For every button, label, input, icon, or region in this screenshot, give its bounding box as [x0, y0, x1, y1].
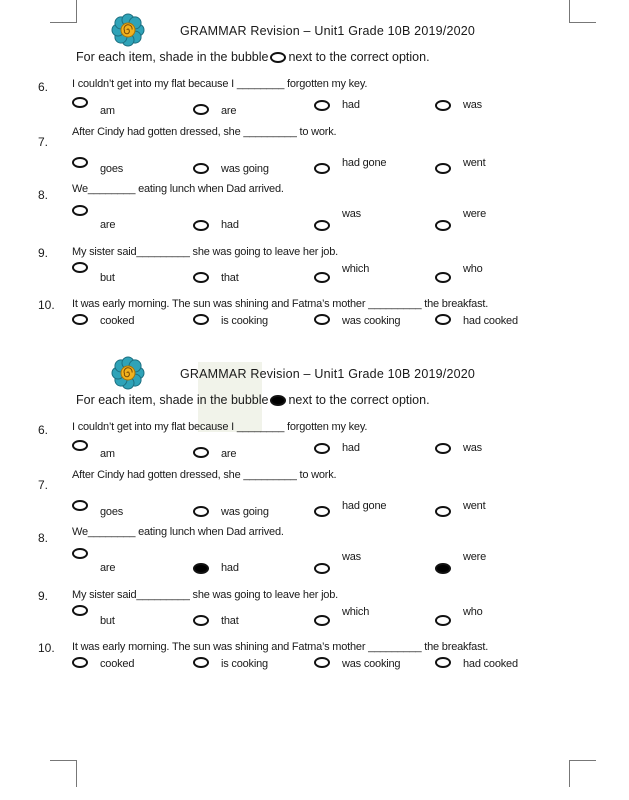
answer-option-label: was — [342, 208, 361, 220]
answer-bubble[interactable] — [193, 163, 209, 174]
answer-option-label: was going — [221, 506, 269, 518]
instructions — [76, 393, 430, 407]
answer-option-label: am — [100, 448, 115, 460]
answer-option-label: is cooking — [221, 658, 268, 670]
answer-bubble[interactable] — [193, 220, 209, 231]
answer-bubble[interactable] — [72, 440, 88, 451]
answer-option-label: had cooked — [463, 315, 518, 327]
question-number: 6. — [38, 423, 49, 437]
answer-bubble[interactable] — [314, 220, 330, 231]
answer-bubble[interactable] — [435, 615, 451, 626]
answer-option-label: which — [342, 606, 370, 618]
answer-option-label: had — [342, 442, 360, 454]
answer-option-label: cooked — [100, 658, 135, 670]
answer-bubble[interactable] — [72, 500, 88, 511]
answer-bubble[interactable] — [314, 443, 330, 454]
example-bubble-icon — [270, 52, 286, 63]
answer-option-label: was — [463, 442, 482, 454]
answer-bubble[interactable] — [72, 262, 88, 273]
answer-bubble[interactable] — [435, 163, 451, 174]
instructions — [76, 50, 430, 64]
answer-option-label: was cooking — [342, 658, 401, 670]
answer-bubble[interactable] — [193, 272, 209, 283]
answer-bubble[interactable] — [314, 657, 330, 668]
answer-bubble[interactable] — [314, 506, 330, 517]
answer-bubble[interactable] — [435, 272, 451, 283]
answer-option-label: goes — [100, 163, 124, 175]
answer-option-label: but — [100, 272, 115, 284]
answer-option-label: had — [221, 219, 239, 231]
answer-bubble[interactable] — [314, 100, 330, 111]
answer-bubble[interactable] — [435, 657, 451, 668]
answer-bubble[interactable] — [314, 163, 330, 174]
answer-bubble[interactable] — [314, 615, 330, 626]
answer-bubble[interactable] — [72, 205, 88, 216]
question-text: My sister said_________ she was going to leave her job. — [72, 589, 339, 601]
question-number: 9. — [38, 246, 49, 260]
answer-bubble[interactable] — [314, 314, 330, 325]
flower-icon — [108, 12, 148, 48]
answer-bubble[interactable] — [193, 506, 209, 517]
answer-bubble[interactable] — [72, 657, 88, 668]
answer-bubble[interactable] — [72, 157, 88, 168]
answer-option-label: was cooking — [342, 315, 401, 327]
answer-option-label: went — [463, 157, 486, 169]
answer-option-label: who — [463, 263, 483, 275]
worksheet-title: GRAMMAR Revision – Unit1 Grade 10B 2019/2020 — [180, 24, 476, 38]
answer-bubble[interactable] — [435, 443, 451, 454]
instruction-text-start: For each item, shade in the bubble — [76, 50, 269, 64]
answer-bubble[interactable] — [435, 100, 451, 111]
question-number: 8. — [38, 188, 49, 202]
question-number: 7. — [38, 135, 49, 149]
question-text: We________ eating lunch when Dad arrived. — [72, 526, 284, 538]
question-number: 10. — [38, 641, 55, 655]
question-text: It was early morning. The sun was shining and Fatma’s mother _________ the breakfast. — [72, 298, 489, 310]
worksheet-section-1 — [0, 0, 629, 327]
answer-option-label: are — [100, 562, 116, 574]
answer-bubble[interactable] — [72, 605, 88, 616]
corner-mark-bottom-right — [569, 760, 596, 787]
answer-option-label: are — [221, 105, 237, 117]
answer-option-label: had — [342, 99, 360, 111]
answer-bubble[interactable] — [435, 220, 451, 231]
question-text: It was early morning. The sun was shining and Fatma’s mother _________ the breakfast. — [72, 641, 489, 653]
worksheet-section-2 — [0, 343, 629, 670]
answer-option-label: are — [100, 219, 116, 231]
answer-bubble[interactable] — [314, 272, 330, 283]
question-text: I couldn’t get into my flat because I ________ forgotten my key. — [72, 421, 368, 433]
question-text: After Cindy had gotten dressed, she _________ to work. — [72, 469, 337, 481]
answer-option-label: had cooked — [463, 658, 518, 670]
instruction-text-start: For each item, shade in the bubble — [76, 393, 269, 407]
answer-option-label: was going — [221, 163, 269, 175]
answer-option-label: but — [100, 615, 115, 627]
answer-option-label: which — [342, 263, 370, 275]
answer-option-label: were — [463, 551, 487, 563]
answer-bubble[interactable] — [193, 615, 209, 626]
answer-bubble[interactable] — [72, 97, 88, 108]
example-bubble-icon — [270, 395, 286, 406]
worksheet-title: GRAMMAR Revision – Unit1 Grade 10B 2019/2020 — [180, 367, 476, 381]
answer-option-label: cooked — [100, 315, 135, 327]
answer-bubble[interactable] — [193, 314, 209, 325]
flower-icon — [108, 355, 148, 391]
answer-option-label: are — [221, 448, 237, 460]
question-text: I couldn’t get into my flat because I ________ forgotten my key. — [72, 78, 368, 90]
answer-bubble[interactable] — [193, 447, 209, 458]
answer-option-label: that — [221, 615, 239, 627]
answer-option-label: was — [463, 99, 482, 111]
answer-option-label: that — [221, 272, 239, 284]
answer-option-label: goes — [100, 506, 124, 518]
question-text: After Cindy had gotten dressed, she _________ to work. — [72, 126, 337, 138]
question-number: 8. — [38, 531, 49, 545]
answer-bubble[interactable] — [435, 563, 451, 574]
corner-mark-bottom-left — [50, 760, 77, 787]
answer-option-label: had gone — [342, 500, 387, 512]
question-number: 6. — [38, 80, 49, 94]
answer-option-label: who — [463, 606, 483, 618]
answer-option-label: was — [342, 551, 361, 563]
question-number: 7. — [38, 478, 49, 492]
question-text: My sister said_________ she was going to leave her job. — [72, 246, 339, 258]
answer-bubble[interactable] — [435, 314, 451, 325]
answer-bubble[interactable] — [193, 563, 209, 574]
question-number: 9. — [38, 589, 49, 603]
question-text: We________ eating lunch when Dad arrived. — [72, 183, 284, 195]
answer-bubble[interactable] — [435, 506, 451, 517]
answer-bubble[interactable] — [193, 657, 209, 668]
answer-option-label: had — [221, 562, 239, 574]
answer-option-label: had gone — [342, 157, 387, 169]
answer-option-label: were — [463, 208, 487, 220]
answer-bubble[interactable] — [72, 314, 88, 325]
answer-option-label: is cooking — [221, 315, 268, 327]
answer-bubble[interactable] — [193, 104, 209, 115]
answer-bubble[interactable] — [72, 548, 88, 559]
answer-option-label: went — [463, 500, 486, 512]
answer-option-label: am — [100, 105, 115, 117]
answer-bubble[interactable] — [314, 563, 330, 574]
instruction-text-end: next to the correct option. — [288, 393, 430, 407]
instruction-text-end: next to the correct option. — [288, 50, 430, 64]
question-number: 10. — [38, 298, 55, 312]
